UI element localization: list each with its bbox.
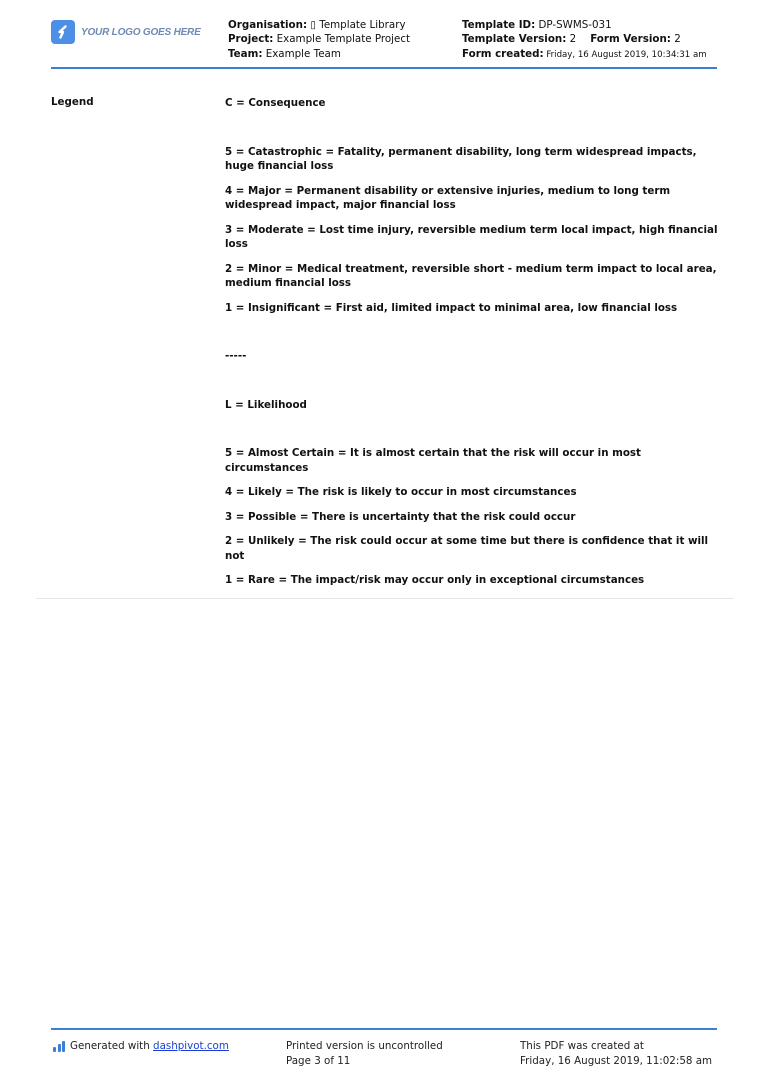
pdf-created-label: This PDF was created at [520, 1040, 644, 1052]
company-logo [51, 20, 201, 44]
form-created-row: Form created: Friday, 16 August 2019, 10:34:31 am [462, 47, 707, 60]
logo-text: YOUR LOGO GOES HERE [81, 26, 201, 38]
likelihood-item: 3 = Possible = There is uncertainty that the risk could occur [225, 510, 576, 523]
dashpivot-link[interactable]: dashpivot.com [153, 1040, 229, 1052]
team-row: Team: Example Team [228, 47, 341, 60]
legend-label: Legend [51, 96, 94, 108]
pdf-created-timestamp: Friday, 16 August 2019, 11:02:58 am [520, 1054, 713, 1067]
likelihood-title: L = Likelihood [225, 398, 307, 411]
project-row: Project: Example Template Project [228, 33, 411, 46]
consequence-item: 3 = Moderate = Lost time injury, reversible medium term local impact, high financial loss [225, 223, 718, 250]
consequence-title: C = Consequence [225, 97, 326, 109]
footer-divider [51, 1028, 717, 1030]
template-id-row: Template ID: DP-SWMS-031 [462, 19, 612, 31]
footer-pdf-info [520, 1039, 712, 1068]
version-row: Template Version: 2 Form Version: 2 [462, 33, 681, 46]
header-project-info [228, 18, 410, 61]
consequence-item: 4 = Major = Permanent disability or extensive injuries, medium to long term widespread impact, major financial loss [225, 184, 671, 211]
section-divider [36, 598, 734, 599]
page-header [51, 18, 717, 70]
logo-icon [51, 20, 75, 44]
consequence-item: 2 = Minor = Medical treatment, reversible short - medium term impact to local area, medium financial loss [225, 262, 717, 289]
section-divider-text: ----- [225, 350, 247, 362]
likelihood-item: 2 = Unlikely = The risk could occur at some time but there is confidence that it will not [225, 535, 709, 562]
likelihood-item: 4 = Likely = The risk is likely to occur in most circumstances [225, 486, 577, 498]
legend-content [225, 96, 725, 588]
organisation-row: Organisation: ▯ Template Library [228, 19, 406, 31]
uncontrolled-notice: Printed version is uncontrolled [286, 1040, 443, 1052]
likelihood-item: 1 = Rare = The impact/risk may occur only in exceptional circumstances [225, 574, 645, 586]
page-number: Page 3 of 11 [286, 1054, 351, 1067]
header-divider [51, 67, 717, 69]
bar-chart-icon [53, 1041, 65, 1052]
consequence-item: 1 = Insignificant = First aid, limited impact to minimal area, low financial loss [225, 301, 678, 314]
footer-print-info [286, 1039, 443, 1068]
likelihood-item: 5 = Almost Certain = It is almost certain that the risk will occur in most circumstances [225, 447, 641, 474]
consequence-item: 5 = Catastrophic = Fatality, permanent disability, long term widespread impacts, huge financial loss [225, 145, 697, 172]
header-template-info [462, 18, 707, 62]
footer-generated: Generated with dashpivot.com [53, 1039, 229, 1054]
